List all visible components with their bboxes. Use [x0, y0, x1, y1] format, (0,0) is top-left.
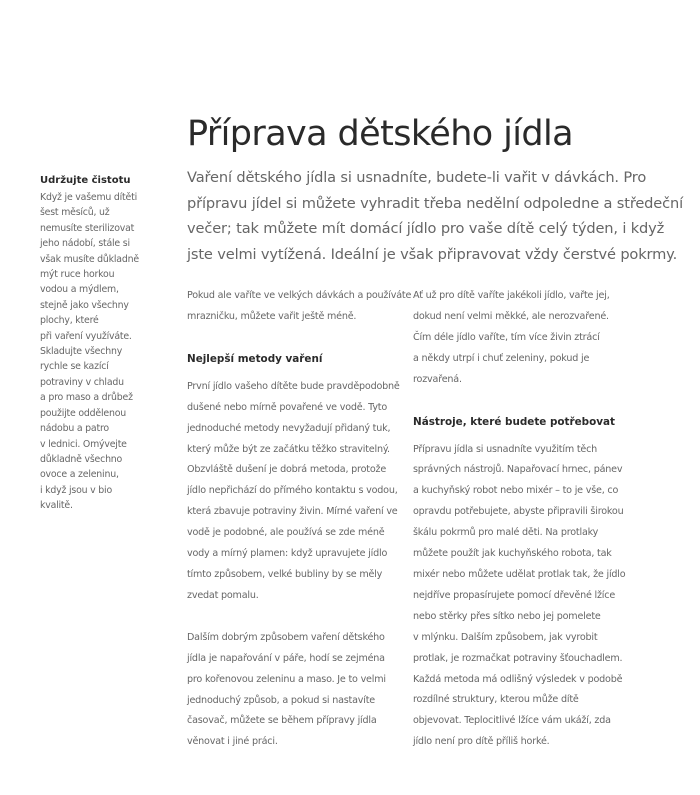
sidebar-line: i když jsou v bio	[40, 484, 112, 496]
sidebar-line: při vaření využíváte.	[40, 330, 132, 342]
text-line: mrazničku, můžete vařit ještě méně.	[187, 310, 357, 322]
text-line: jednoduché metody nevyžadují přidaný tuk,	[187, 422, 391, 434]
sidebar-line: potraviny v chladu	[40, 376, 124, 388]
text-line: nebo stěrky přes sítko nebo jej pomelete	[413, 610, 601, 622]
text-line: rozdílné struktury, kterou může dítě	[413, 694, 579, 706]
sidebar-line: a pro maso a drůbež	[40, 392, 133, 404]
text-line: opravdu potřebujete, abyste připravili širokou	[413, 506, 624, 518]
text-line: dokud není velmi měkké, ale nerozvařené.	[413, 310, 609, 322]
text-line: vodě je podobné, ale používá se zde méně	[187, 527, 385, 539]
text-line: Obzvláště dušení je dobrá metoda, protože	[187, 464, 387, 476]
sidebar-line: v lednici. Omývejte	[40, 438, 127, 450]
text-line: jídla je napařování v páře, hodí se zejména	[187, 652, 385, 664]
text-line: jídlo není pro dítě příliš horké.	[413, 736, 550, 748]
text-line: tímto způsobem, velké bubliny by se měly	[187, 568, 383, 580]
sidebar-line: použijte oddělenou	[40, 407, 126, 419]
text-line: objevovat. Teplocitlivé lžíce vám ukáží, zda	[413, 715, 611, 727]
text-line: pro kořenovou zeleninu a maso. Je to velmi	[187, 673, 386, 685]
lede-line: Vaření dětského jídla si usnadníte, budete-li vařit v dávkách. Pro	[187, 169, 647, 186]
left-column	[187, 286, 412, 774]
sidebar-line: kvalitě.	[40, 500, 73, 512]
sidebar-title: Udržujte čistotu	[40, 175, 131, 186]
intro-paragraph	[187, 286, 412, 328]
text-line: která zbavuje potraviny živin. Mírné vaření ve	[187, 506, 398, 518]
text-line: Přípravu jídla si usnadníte využitím těch	[413, 443, 598, 455]
sidebar-line: však musíte důkladně	[40, 253, 139, 265]
text-line: Pokud ale vaříte ve velkých dávkách a používáte	[187, 290, 412, 301]
tools-paragraph	[413, 440, 633, 754]
sidebar-line: plochy, které	[40, 315, 99, 327]
right-column	[413, 286, 633, 774]
text-line: První jídlo vašeho dítěte bude pravděpodobně	[187, 380, 400, 392]
sidebar-line: rychle se kazící	[40, 361, 109, 373]
text-line: Čím déle jídlo vaříte, tím více živin ztrácí	[413, 331, 600, 343]
cooking-methods-paragraph	[187, 377, 407, 607]
lede-line: přípravu jídel si můžete vyhradit třeba nedělní odpoledne a středeční	[187, 194, 684, 212]
sidebar-line: ovoce a zeleninu,	[40, 469, 119, 481]
text-line: a kuchyňský robot nebo mixér – to je vše, co	[413, 485, 619, 497]
text-line: mixér nebo můžete udělat protlak tak, že jídlo	[413, 568, 626, 580]
text-line: věnovat i jiné práci.	[187, 736, 278, 748]
text-line: Dalším dobrým způsobem vaření dětského	[187, 631, 385, 643]
sidebar-line: vodou a mýdlem,	[40, 284, 119, 296]
sidebar-line: jeho nádobí, stále si	[40, 238, 130, 250]
text-line: škálu pokrmů pro malé děti. Na protlaky	[413, 527, 599, 539]
intro-paragraph	[413, 286, 633, 391]
page-title: Příprava dětského jídla	[187, 114, 573, 154]
sidebar-line: mýt ruce horkou	[40, 269, 115, 281]
text-line: Každá metoda má odlišný výsledek v podobě	[413, 673, 623, 685]
text-line: časovač, můžete se během přípravy jídla	[187, 715, 377, 727]
text-line: a někdy utrpí i chuť zeleniny, pokud je	[413, 352, 590, 364]
text-line: protlak, je rozmačkat potraviny šťouchadlem.	[413, 652, 623, 664]
text-line: rozvařená.	[413, 373, 462, 385]
sidebar-line: nemusíte sterilizovat	[40, 222, 135, 234]
sidebar-line: šest měsíců, už	[40, 207, 110, 219]
steaming-paragraph	[187, 628, 407, 753]
lede-paragraph	[187, 165, 684, 267]
sidebar-line: důkladně všechno	[40, 453, 123, 465]
text-line: v mlýnku. Dalším způsobem, jak vyrobit	[413, 631, 598, 643]
section-heading-tools: Nástroje, které budete potřebovat	[413, 415, 616, 428]
sidebar-line: nádobu a patro	[40, 423, 109, 435]
text-line: vody a mírný plamen: když upravujete jídlo	[187, 548, 388, 560]
text-line: jídlo nepřichází do přímého kontaktu s vodou,	[187, 485, 398, 497]
text-line: můžete použít jak kuchyňského robota, tak	[413, 548, 612, 560]
text-line: Ať už pro dítě vaříte jakékoli jídlo, vařte jej,	[413, 290, 610, 301]
text-line: dušené nebo mírně povařené ve vodě. Tyto	[187, 401, 388, 413]
sidebar-line: Skladujte všechny	[40, 346, 123, 358]
text-line: správných nástrojů. Napařovací hrnec, pánev	[413, 464, 623, 476]
section-heading-cooking-methods: Nejlepší metody vaření	[187, 352, 323, 365]
sidebar-line: Když je vašemu dítěti	[40, 192, 137, 203]
sidebar-line: stejně jako všechny	[40, 299, 129, 311]
lede-line: večer; tak můžete mít domácí jídlo pro vaše dítě celý týden, i když	[187, 220, 665, 237]
lede-line: jste velmi vytížená. Ideální je však připravovat vždy čerstvé pokrmy.	[187, 245, 678, 263]
text-line: nejdříve propasírujete pomocí dřevěné lžíce	[413, 589, 616, 601]
text-line: jednoduchý způsob, a pokud si nastavíte	[187, 694, 376, 706]
sidebar-tip	[40, 173, 150, 514]
text-line: zvedat pomalu.	[187, 589, 259, 601]
text-line: který může být ze začátku těžko stravitelný.	[187, 443, 390, 455]
sidebar-body	[40, 190, 150, 514]
